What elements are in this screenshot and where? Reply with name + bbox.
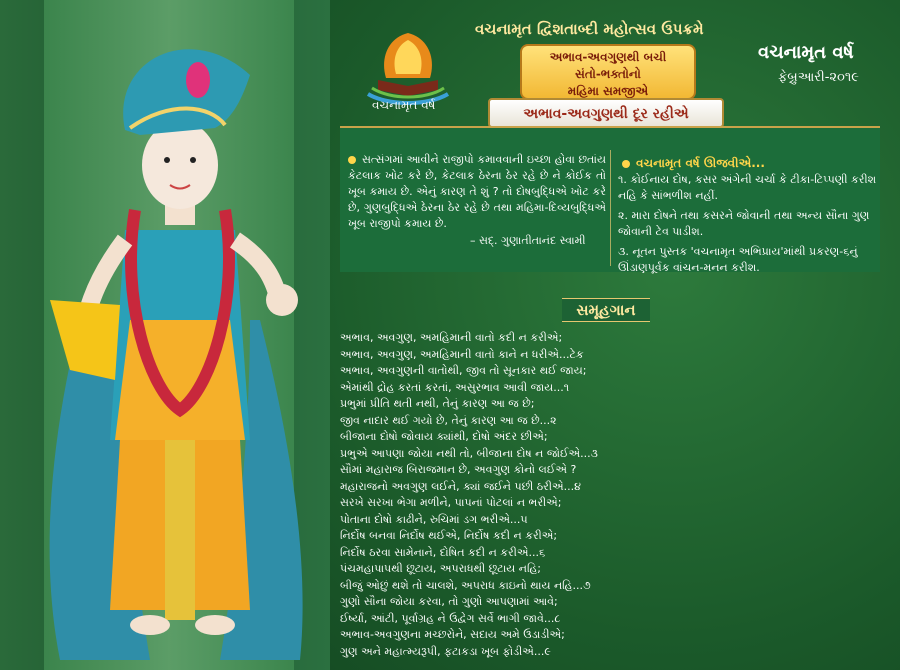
song-line: અભાવ, અવગુણની વાતોથી, જીવ તો સૂનકાર થઈ જાય; <box>340 364 587 377</box>
song-line: બીજું ઓછું થશે તો ચાલશે, અપરાધ કાઇનો થાય નહિ...૭ <box>340 578 591 592</box>
theme-ribbon: અભાવ-અવગુણથી દૂર રહીએ <box>488 98 724 128</box>
resolutions-heading-text: વચનામૃત વર્ષ ઊજવીએ... <box>636 156 765 170</box>
year-title: વચનામૃત વર્ષ <box>758 42 854 63</box>
year-date: ફેબ્રુઆરી-૨૦૧૯ <box>778 70 859 85</box>
resolutions-list <box>618 172 880 280</box>
song-line: જીવ નાદાર થઈ ગયો છે, તેનું કારણ આ જ છે...૨ <box>340 413 557 427</box>
song-line: પ્રભુમાં પ્રીતિ થતી નથી, તેનું કારણ આ જ છે; <box>340 397 535 410</box>
logo-caption: વચનામૃત વર્ષ <box>372 98 436 112</box>
resolutions-heading <box>622 156 765 171</box>
resolution-item: ૩. નૂતન પુસ્તક 'વચનામૃત અભિપ્રાય'માંથી પ્રકરણ-૬નું ઊંડાણપૂર્વક વાંચન-મનન કરીશ. <box>618 245 858 274</box>
resolution-item: ૧. કોઈનાય દોષ, કસર અંગેની ચર્ચા કે ટીકા-ટિપ્પણી કરીશ નહિ કે સાંભળીશ નહીં. <box>618 173 877 202</box>
song-line: ગુણો સૌના જોયા કરવા, તો ગુણો આપણામાં આવે; <box>340 595 558 608</box>
song-line: અભાવ-અવગુણના મચ્છરોને, સદાય અમે ઉડાડીએ; <box>340 628 565 641</box>
song-line: અભાવ, અવગુણ, અમહિમાની વાતો કાને ન ધરીએ...ટેક <box>340 347 584 361</box>
bullet-icon <box>348 156 356 164</box>
quote-text <box>348 152 606 232</box>
song-line: સરખે સરખા ભેગા મળીને, પાપનાં પોટલાં ન ભરીએ; <box>340 496 562 509</box>
song-line: પંચમહાપાપથી છૂટાય, અપરાધથી છૂટાય નહિ; <box>340 562 541 575</box>
song-line: પોતાના દોષો કાઢીને, રુચિમાં ડગ ભરીએ...૫ <box>340 512 528 526</box>
resolution-item: ૨. મારા દોષને તથા કસરને જોવાની તથા અન્ય સૌના ગુણ જોવાની ટેવ પાડીશ. <box>618 209 870 238</box>
song-title-wrap <box>516 298 696 324</box>
title-line-1: અભાવ-અવગુણથી બચી <box>549 50 667 64</box>
song-line: નિર્દોષ બનવા નિર્દોષ થઈએ, નિર્દોષ કદી ન કરીએ; <box>340 529 558 542</box>
song-line: મહારાજનો અવગુણ લઈને, ક્યાં જઈને પછી ઠરીએ...૪ <box>340 479 581 493</box>
title-line-2: સંતો-ભક્તોનો <box>575 67 641 81</box>
song-line: પ્રભુએ આપણા જોયા નથી તો, બીજાના દોષ ન જોઈએ...૩ <box>340 446 598 460</box>
quote-author: – સદ્. ગુણાતીતાનંદ સ્વામી <box>470 234 586 247</box>
song-line: અભાવ, અવગુણ, અમહિમાની વાતો કદી ન કરીએ; <box>340 331 563 344</box>
celebration-heading: વચનામૃત દ્વિશતાબ્દી મહોત્સવ ઉપક્રમે <box>475 20 704 38</box>
song-line: ઈર્ષ્યા, આંટી, પૂર્વાગ્રહ ને ઉદ્વેગ સર્વે ભાગી જાવે...૮ <box>340 611 561 625</box>
song-line: એમાંથી દ્રોહ કરતાં કરતાં, અસુરભાવ આવી જાય...૧ <box>340 380 570 394</box>
bullet-icon <box>622 160 630 168</box>
title-line-3: મહિમા સમજીએ <box>567 84 649 98</box>
title-box <box>520 44 696 100</box>
song-line: બીજાના દોષો જોવાય ક્યાંથી, દોષો અંદર છીએ; <box>340 430 548 443</box>
song-line: નિર્દોષ ઠરવા સામેનાને, દોષિત કદી ન કરીએ...૬ <box>340 545 546 559</box>
quote-body: સત્સંગમાં આવીને રાજીપો કમાવવાની ઇચ્છા હોવા છતાંય કેટલાક ખોટ કરે છે, કેટલાક ઠેરના ઠેર રહે છે ને કોઈક તો ખૂબ કમાય છે. એનું કારણ તે શું ? તો દોષબુદ્ધિએ ખોટ કરે છે, ગુણબુદ્ધિએ ઠેરના ઠેર રહે છે તથા મહિમા-દિવ્યબુદ્ધિએ ખૂબ રાજીપો કમાય છે. <box>348 153 606 230</box>
divider <box>610 150 611 266</box>
song-line: સૌમાં મહારાજ બિરાજમાન છે, અવગુણ કોનો લઈએ ? <box>340 463 577 476</box>
book-logo-icon <box>358 28 458 108</box>
deity-figure <box>40 20 320 660</box>
song-lyrics <box>340 330 760 660</box>
song-line: ગુણ અને મહાત્મ્યરૂપી, ફટાકડા ખૂબ ફોડીએ...૯ <box>340 644 551 658</box>
song-title: સમૂહગાન <box>562 298 649 322</box>
